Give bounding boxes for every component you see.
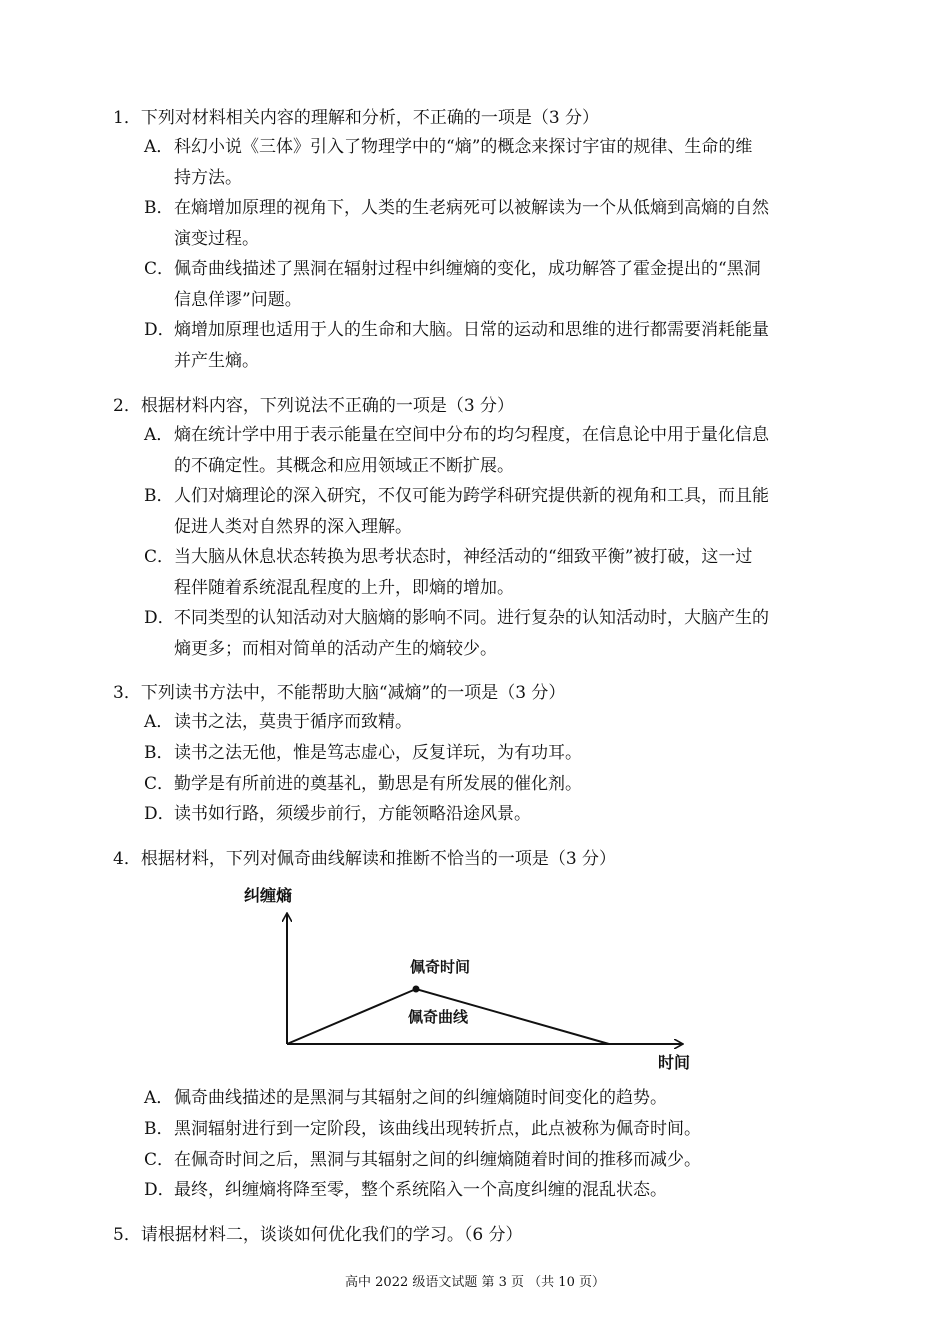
option-text: 不同类型的认知活动对大脑熵的影响不同。进行复杂的认知活动时，大脑产生的 [174,608,769,628]
option-text: 熵增加原理也适用于人的生命和大脑。日常的运动和思维的进行都需要消耗能量 [174,320,769,340]
option-letter: D． [144,608,175,628]
question-1-stem: 1．下列对材料相关内容的理解和分析，不正确的一项是（3 分） [113,108,600,128]
option-text: 读书之法，莫贵于循序而致精。 [174,712,412,732]
option-text: 在佩奇时间之后，黑洞与其辐射之间的纠缠熵随着时间的推移而减少。 [174,1150,701,1170]
option-text: 佩奇曲线描述的是黑洞与其辐射之间的纠缠熵随时间变化的趋势。 [174,1088,667,1108]
option-text-cont: 促进人类对自然界的深入理解。 [174,517,412,537]
question-3-stem: 3．下列读书方法中，不能帮助大脑“减熵”的一项是（3 分） [113,683,566,703]
question-2-option-d [144,603,850,665]
option-text-cont: 熵更多；而相对简单的活动产生的熵较少。 [174,639,497,659]
option-letter: A． [144,1088,174,1108]
question-1-option-c [144,254,850,316]
question-3-option-d [144,799,850,830]
option-text-cont: 信息佯谬”问题。 [174,290,302,310]
question-4-option-c [144,1145,850,1176]
option-text-cont: 的不确定性。其概念和应用领域正不断扩展。 [174,456,514,476]
option-text: 科幻小说《三体》引入了物理学中的“熵”的概念来探讨宇宙的规律、生命的维 [174,137,753,157]
option-letter: D． [144,1180,175,1200]
option-letter: C． [144,774,175,794]
option-letter: A． [144,137,174,157]
page-curve-figure [230,880,710,1080]
question-3-option-a [144,707,850,738]
page-time-point [413,986,420,993]
option-letter: C． [144,1150,175,1170]
option-letter: C． [144,259,175,279]
question-3-option-c [144,769,850,800]
option-letter: D． [144,320,175,340]
option-text-cont: 并产生熵。 [174,351,259,371]
option-text: 最终，纠缠熵将降至零，整个系统陷入一个高度纠缠的混乱状态。 [174,1180,667,1200]
option-letter: B． [144,1119,174,1139]
page-curve-label: 佩奇曲线 [408,1008,469,1026]
question-5-stem: 5．请根据材料二，谈谈如何优化我们的学习。（6 分） [113,1225,523,1245]
question-4-option-d [144,1175,850,1206]
option-letter: B． [144,486,174,506]
option-text: 当大脑从休息状态转换为思考状态时，神经活动的“细致平衡”被打破，这一过 [174,547,753,567]
option-text-cont: 演变过程。 [174,229,259,249]
page-footer: 高中 2022 级语文试题 第 3 页 （共 10 页） [345,1275,605,1290]
question-2-stem: 2．根据材料内容，下列说法不正确的一项是（3 分） [113,396,515,416]
option-letter: C． [144,547,175,567]
question-4-option-b [144,1114,850,1145]
y-axis-label: 纠缠熵 [244,886,293,905]
question-1-option-d [144,315,850,377]
option-letter: D． [144,804,175,824]
page-time-label: 佩奇时间 [410,958,471,976]
question-4-stem: 4．根据材料，下列对佩奇曲线解读和推断不恰当的一项是（3 分） [113,849,617,869]
option-text-cont: 程伴随着系统混乱程度的上升，即熵的增加。 [174,578,514,598]
x-axis-label: 时间 [658,1053,691,1072]
option-text-cont: 持方法。 [174,168,242,188]
option-text: 熵在统计学中用于表示能量在空间中分布的均匀程度，在信息论中用于量化信息 [174,425,769,445]
question-2-option-b [144,481,850,543]
option-text: 黑洞辐射进行到一定阶段，该曲线出现转折点，此点被称为佩奇时间。 [174,1119,701,1139]
option-text: 读书如行路，须缓步前行，方能领略沿途风景。 [174,804,531,824]
option-text: 在熵增加原理的视角下，人类的生老病死可以被解读为一个从低熵到高熵的自然 [174,198,769,218]
question-2-option-a [144,420,850,482]
option-text: 读书之法无他，惟是笃志虚心，反复详玩，为有功耳。 [174,743,582,763]
question-3-option-b [144,738,850,769]
option-letter: A． [144,425,174,445]
question-1-option-b [144,193,850,255]
option-text: 人们对熵理论的深入研究，不仅可能为跨学科研究提供新的视角和工具，而且能 [174,486,769,506]
question-2-option-c [144,542,850,604]
option-letter: A． [144,712,174,732]
option-letter: B． [144,198,174,218]
option-text: 佩奇曲线描述了黑洞在辐射过程中纠缠熵的变化，成功解答了霍金提出的“黑洞 [174,259,761,279]
question-1-option-a [144,132,850,194]
option-text: 勤学是有所前进的奠基礼，勤思是有所发展的催化剂。 [174,774,582,794]
option-letter: B． [144,743,174,763]
question-4-option-a [144,1083,850,1114]
